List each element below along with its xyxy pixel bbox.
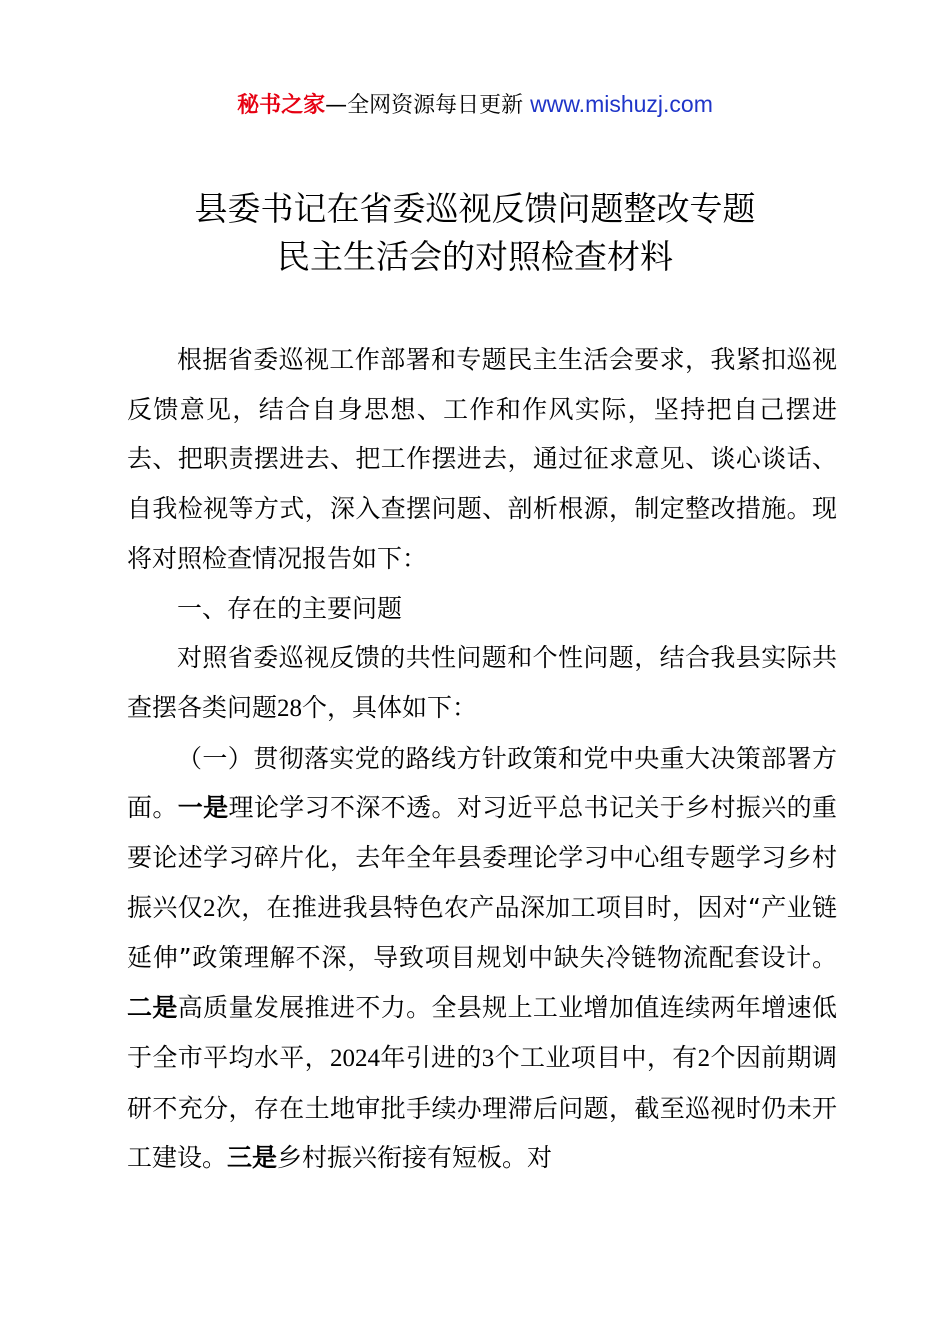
title-line-1: 县委书记在省委巡视反馈问题整改专题	[194, 189, 756, 228]
delayed-project-count: 2	[697, 1044, 711, 1072]
site-url-link[interactable]: www.mishuzj.com	[530, 91, 713, 117]
project-count: 3	[481, 1044, 495, 1072]
paragraph-intro: 根据省委巡视工作部署和专题民主生活会要求，我紧扣巡视反馈意见，结合自身思想、工作和作风实际，坚持把自己摆进去、把职责摆进去、把工作摆进去，通过征求意见、谈心谈话、自我检视等方式，深入查摆问题、剖析根源，制定整改措施。现将对照检查情况报告如下：	[127, 345, 837, 573]
year-value: 2024	[329, 1044, 380, 1072]
point-2-text-d: 个因前期调研不充分，存在土地审批手续办理滞后问题，截至巡视时仍未开工建设。	[127, 1042, 837, 1173]
document-body	[127, 335, 837, 1183]
overview-text-a: 对照省委巡视反馈的共性问题和个性问题，结合我县实际共查摆各类问题	[127, 643, 837, 722]
point-1-text-cont: 次，在推进我县特色农产品深加工项目时，因对“产业链延伸”政策理解不深，导致项目规划中缺失冷链物流配套设计。	[127, 892, 837, 973]
point-2-text-b: 年引进的	[379, 1042, 482, 1072]
brand-name: 秘书之家	[237, 93, 326, 118]
point-3-label: 三是	[227, 1143, 278, 1173]
point-2-text: 高质量发展推进不力。全县规上工业增加值连续两年增速低于全市平均水平，	[127, 993, 837, 1072]
point-1-text: 理论学习不深不透。对习近平总书记关于乡村振兴的重要论述学习碎片化，去年全年县委理论学习中心组专题学习乡村振兴仅	[127, 793, 837, 922]
point-3-text: 乡村振兴衔接有短板。对	[277, 1143, 553, 1173]
problem-count: 28	[277, 694, 303, 722]
paragraph-subsection-1	[127, 734, 837, 1183]
point-2-label: 二是	[127, 993, 178, 1023]
overview-text-b: 个，具体如下：	[302, 692, 478, 722]
point-1-label: 一是	[177, 793, 229, 823]
site-header	[0, 88, 950, 122]
header-tagline: —全网资源每日更新	[325, 93, 531, 118]
title-line-2: 民主生活会的对照检查材料	[277, 237, 673, 276]
point-2-text-c: 个工业项目中，有	[494, 1042, 698, 1072]
paragraph-overview	[127, 633, 837, 733]
section-heading: 一、存在的主要问题	[177, 593, 403, 623]
study-count: 2	[203, 894, 216, 922]
subsection-heading: （一）贯彻落实党的路线方针政策和党中央重大决策部署方面。	[127, 743, 837, 823]
document-title	[0, 185, 950, 281]
